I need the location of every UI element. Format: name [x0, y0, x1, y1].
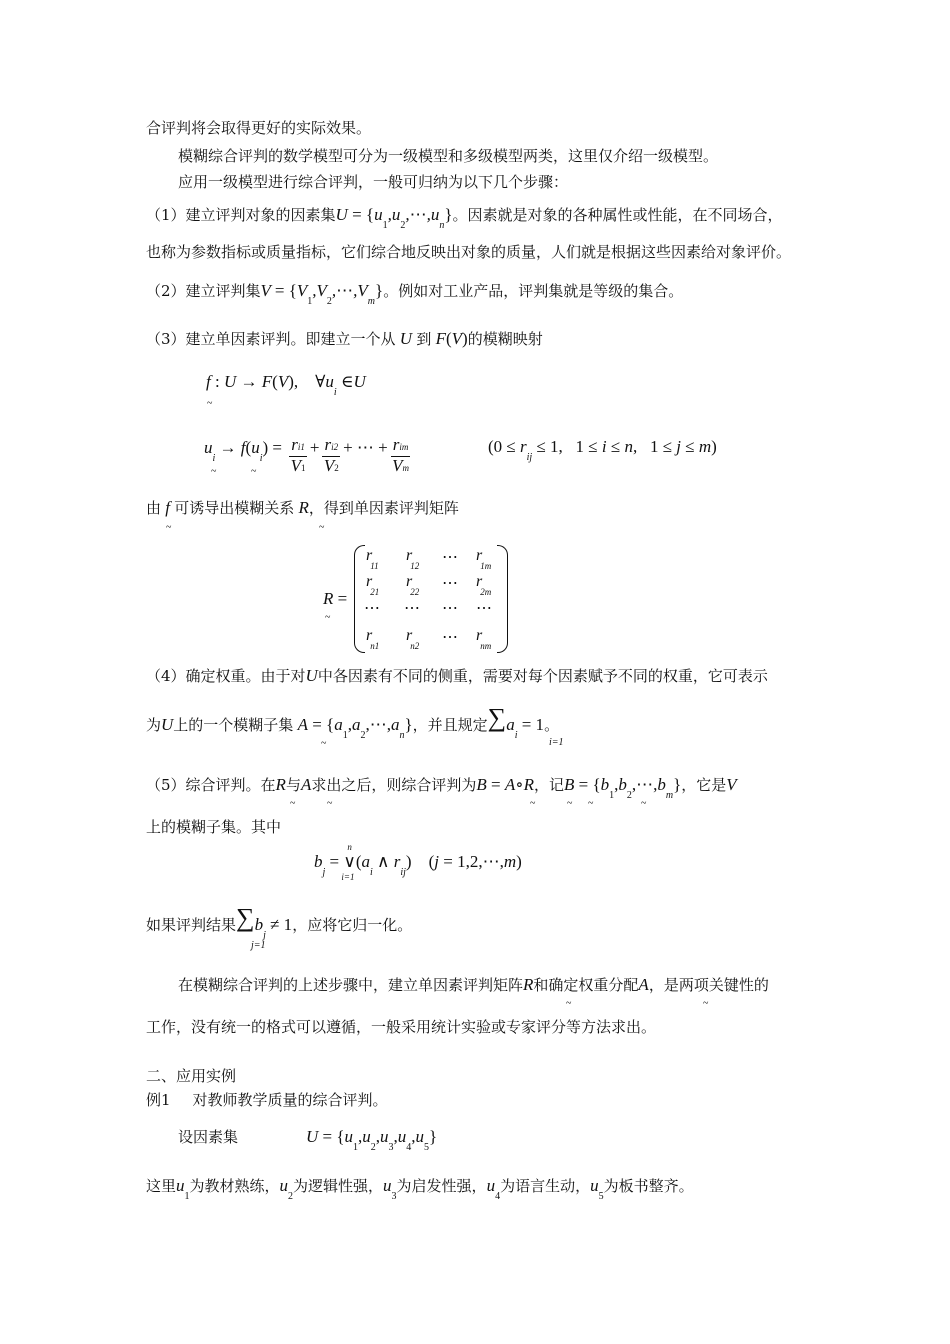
summary-text-b: 和确定权重分配 [533, 976, 639, 994]
matrix-cell: $r_{22}$ [406, 573, 420, 597]
tilde-mark: ~ [211, 466, 217, 477]
step1-line2: 也称为参数指标或质量指标，它们综合地反映出对象的质量，人们就是根据这些因素给对象评价。 [146, 243, 792, 261]
step2-rest: 。例如对工业产品，评判集就是等级的集合。 [383, 282, 684, 300]
formula-condition: ($0 \le r_{ij} \le 1$, 1 ≤ i ≤ n, 1 ≤ j ≤ m) [488, 437, 717, 463]
step4-text-f: 。 [544, 716, 560, 734]
step5-text-b: 与 [285, 776, 301, 794]
summary-line2: 工作，没有统一的格式可以遵循，一般采用统计实验或专家评分等方法求出。 [146, 1018, 657, 1036]
normalize-line: 如果评判结果$\sum b_j \ne 1$，应将它归一化。 [146, 903, 413, 941]
factor-set-line: 设因素集 $U = \{u_1,u_2,u_3,u_4,u_5\}$ [178, 1127, 438, 1153]
formula-mapping-detail: $u_i \to f(u_i)$ = $\frac{ri1}{V1}$ + $\frac{ri2}{V2}$ + ⋯ + $\frac{\text{rim}}{Vm}$ [204, 435, 410, 475]
step1-prefix: （1）建立评判对象的因素集 [146, 206, 336, 224]
matrix-cell: $r_{2m}$ [476, 573, 492, 597]
matrix-cell: ⋯ [364, 600, 380, 617]
matrix-right-paren [497, 545, 508, 653]
matrix-cell: $r_{21}$ [366, 573, 380, 597]
summary-text-a: 在模糊综合评判的上述步骤中，建立单因素评判矩阵 [178, 976, 524, 994]
matrix-cell: ⋯ [442, 549, 458, 566]
step5-text-d: ，记 [533, 776, 564, 794]
matrix-cell: ⋯ [404, 600, 420, 617]
tilde-mark: ~ [166, 522, 172, 533]
factor-desc-f: 为板书整齐。 [603, 1177, 694, 1195]
example-title: 对教师教学质量的综合评判。 [192, 1091, 388, 1109]
tilde-mark: ~ [566, 998, 572, 1009]
paragraph-intro-3: 应用一级模型进行综合评判，一般可归纳为以下几个步骤： [178, 173, 569, 191]
step4-text-c: 为 [146, 716, 162, 734]
derive-text-a: 由 [146, 499, 162, 517]
paragraph-intro-2: 模糊综合评判的数学模型可分为一级模型和多级模型两类，这里仅介绍一级模型。 [178, 147, 719, 165]
step3-line: （3）建立单因素评判。即建立一个从 U 到 F(V)的模糊映射 [146, 329, 543, 348]
step3-prefix: （3）建立单因素评判。即建立一个从 [146, 330, 396, 348]
section-title: 二、应用实例 [146, 1067, 237, 1085]
factor-desc-a: 这里 [146, 1177, 177, 1195]
matrix-cell: ⋯ [442, 600, 458, 617]
factor-desc-c: 为逻辑性强， [293, 1177, 384, 1195]
formula-factor-set: $U = \{u_1,u_2,\cdots,u_n\}$ [335, 205, 453, 231]
matrix-cell: $r_{12}$ [406, 547, 420, 571]
tilde-mark: ~ [319, 522, 325, 533]
formula-mapping: f : U → F(V), $\forall u_i$ ∈U [206, 372, 366, 398]
tilde-mark: ~ [567, 798, 573, 809]
factor-description-line: 这里$u_1$为教材熟练，$u_2$为逻辑性强，$u_3$为启发性强，$u_4$为语言生动，$u_5$为板书整齐。 [146, 1176, 694, 1202]
matrix-cell: $r_{11}$ [366, 547, 379, 571]
step2-prefix: （2）建立评判集 [146, 282, 261, 300]
step3-derive-line: 由 f 可诱导出模糊关系 R，得到单因素评判矩阵 [146, 498, 459, 517]
matrix-cell: $r_{nm}$ [476, 627, 492, 651]
factor-desc-e: 为语言生动， [500, 1177, 591, 1195]
example-label: 例1 [146, 1091, 171, 1109]
step4-line1: （4）确定权重。由于对U中各因素有不同的侧重，需要对每个因素赋予不同的权重，它可表示 [146, 666, 768, 685]
evaluation-matrix [354, 545, 508, 653]
summary-text-c: ，是两项关键性的 [648, 976, 769, 994]
factor-desc-d: 为启发性强， [396, 1177, 487, 1195]
matrix-label: R = [323, 589, 348, 608]
summary-line1: 在模糊综合评判的上述步骤中，建立单因素评判矩阵R和确定权重分配A，是两项关键性的 [178, 975, 769, 994]
tilde-mark: ~ [641, 798, 647, 809]
step4-text-b: 中各因素有不同的侧重，需要对每个因素赋予不同的权重，它可表示 [317, 667, 768, 685]
tilde-mark: ~ [325, 612, 331, 623]
matrix-cell: ⋯ [442, 575, 458, 592]
tilde-mark: ~ [530, 798, 536, 809]
tilde-mark: ~ [251, 466, 257, 477]
tilde-mark: ~ [207, 398, 213, 409]
matrix-cell: $r_{n2}$ [406, 627, 420, 651]
step3-mid: 到 [416, 330, 432, 348]
step5-line1: （5）综合评判。在R与A求出之后，则综合评判为B = A∘R，记$B = \{b_1,b_2,\cdots,b_m\}$，它是V [146, 775, 737, 801]
tilde-mark: ~ [321, 738, 327, 749]
matrix-cell: $r_{1m}$ [476, 547, 492, 571]
normalize-text-b: ，应将它归一化。 [292, 916, 413, 934]
step4-text-e: ，并且规定 [412, 716, 488, 734]
derive-text-c: ，得到单因素评判矩阵 [308, 499, 459, 517]
step5-line2: 上的模糊子集。其中 [146, 818, 282, 836]
step5-text-e: ，它是 [681, 776, 727, 794]
sum-index: i=1 [549, 737, 564, 748]
formula-evaluation-set: $V = \{V_1,V_2,\cdots,V_m\}$ [260, 281, 384, 307]
tilde-mark: ~ [703, 998, 709, 1009]
step3-end: 的模糊映射 [467, 330, 543, 348]
sum-index: j=1 [251, 940, 266, 951]
matrix-cell: ⋯ [476, 600, 492, 617]
formula-composite: $b_j$ = n ∨ i=1 ($a_i$ ∧ $r_{ij}$) (j = 1,2,⋯,m) [314, 842, 522, 882]
factor-set-label: 设因素集 [178, 1128, 239, 1146]
step5-text-a: （5）综合评判。在 [146, 776, 276, 794]
matrix-cell: ⋯ [442, 629, 458, 646]
tilde-mark: ~ [327, 798, 333, 809]
step5-text-c: 求出之后，则综合评判为 [311, 776, 477, 794]
normalize-text-a: 如果评判结果 [146, 916, 237, 934]
step1-line1 [146, 205, 783, 231]
matrix-cell: $r_{n1}$ [366, 627, 380, 651]
factor-desc-b: 为教材熟练， [189, 1177, 280, 1195]
step4-text-d: 上的一个模糊子集 [173, 716, 294, 734]
paragraph-intro-1: 合评判将会取得更好的实际效果。 [146, 119, 372, 137]
derive-text-b: 可诱导出模糊关系 [174, 499, 295, 517]
step4-text-a: （4）确定权重。由于对 [146, 667, 306, 685]
example-heading [146, 1090, 388, 1110]
tilde-mark: ~ [290, 798, 296, 809]
tilde-mark: ~ [588, 798, 594, 809]
step2-line [146, 281, 684, 307]
step1-rest: 。因素就是对象的各种属性或性能，在不同场合， [452, 206, 783, 224]
step4-line2: 为U上的一个模糊子集 $A = \{a_1,a_2,\cdots,a_n\}$，并且规定$\sum a_i = 1$。 [146, 703, 560, 741]
